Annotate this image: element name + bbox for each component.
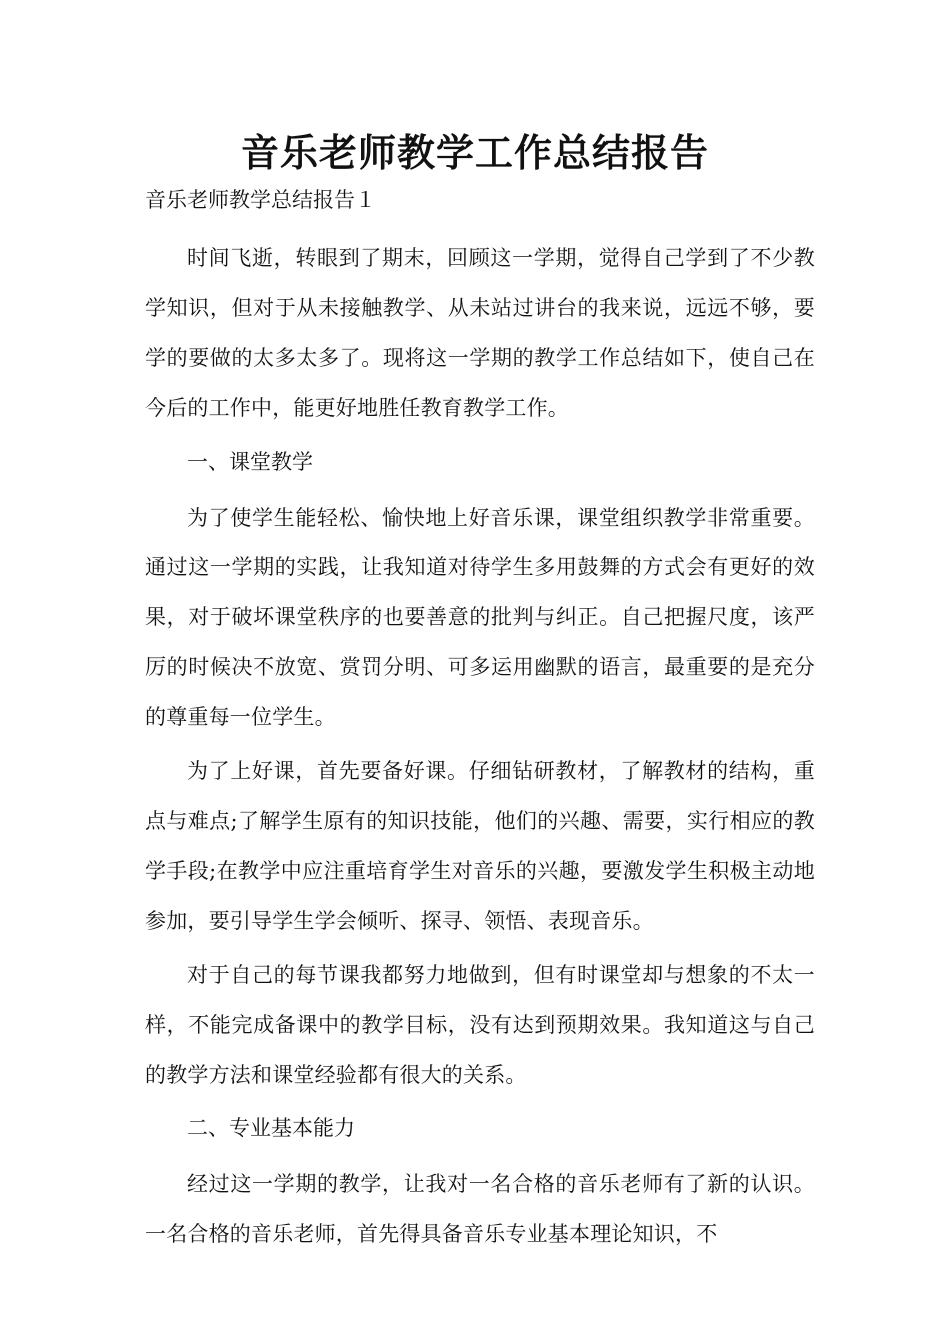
document-title: 音乐老师教学工作总结报告 <box>240 131 709 175</box>
paragraph-skills: 经过这一学期的教学，让我对一名合格的音乐老师有了新的认识。一名合格的音乐老师，首先得具备音乐专业基本理论知识，不 <box>145 1172 815 1247</box>
paragraph-reflection: 对于自己的每节课我都努力地做到，但有时课堂却与想象的不太一样，不能完成备课中的教学目标，没有达到预期效果。我知道这与自己的教学方法和课堂经验都有很大的关系。 <box>145 962 815 1087</box>
paragraph-intro: 时间飞逝，转眼到了期末，回顾这一学期，觉得自己学到了不少教学知识，但对于从未接触教学、从未站过讲台的我来说，远远不够，要学的要做的太多太多了。现将这一学期的教学工作总结如下，使自己在今后的工作中，能更好地胜任教育教学工作。 <box>145 246 815 420</box>
section-heading-skills: 二、专业基本能力 <box>187 1116 355 1141</box>
paragraph-classroom: 为了使学生能轻松、愉快地上好音乐课，课堂组织教学非常重要。通过这一学期的实践，让我知道对待学生多用鼓舞的方式会有更好的效果，对于破坏课堂秩序的也要善意的批判与纠正。自己把握尺度，该严厉的时候决不放宽、赏罚分明、可多运用幽默的语言，最重要的是充分的尊重每一位学生。 <box>145 505 815 730</box>
document-subtitle: 音乐老师教学总结报告１ <box>145 188 376 212</box>
paragraph-preparation: 为了上好课，首先要备好课。仔细钻研教材，了解教材的结构，重点与难点;了解学生原有的知识技能，他们的兴趣、需要，实行相应的教学手段;在教学中应注重培育学生对音乐的兴趣，要激发学生积极主动地参加，要引导学生学会倾听、探寻、领悟、表现音乐。 <box>145 759 815 933</box>
document-body <box>145 234 815 1264</box>
section-heading-classroom: 一、课堂教学 <box>187 449 313 474</box>
